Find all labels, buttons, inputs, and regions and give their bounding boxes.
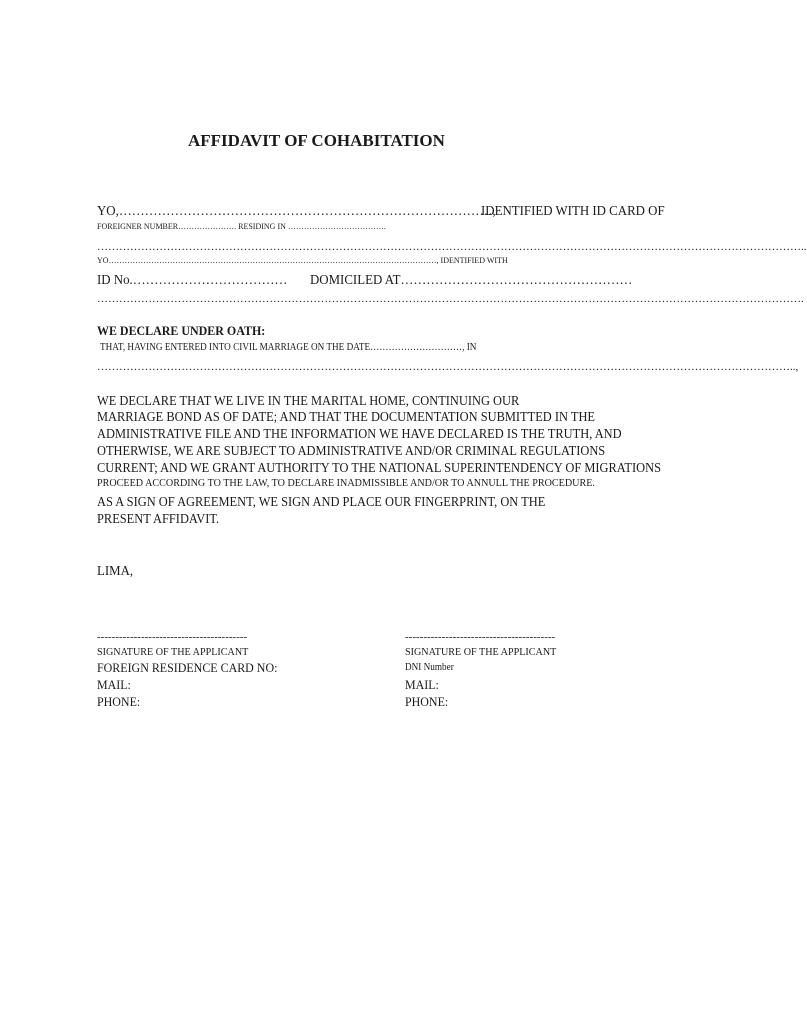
- marriage-date-field: THAT, HAVING ENTERED INTO CIVIL MARRIAGE ON THE DATE…………………………, IN: [100, 342, 477, 353]
- declaration-text-line: AS A SIGN OF AGREEMENT, WE SIGN AND PLACE OUR FINGERPRINT, ON THE: [97, 494, 546, 509]
- declaration-text-line: PRESENT AFFIDAVIT.: [97, 511, 220, 526]
- right-dni-field: DNI Number: [405, 662, 454, 673]
- id-number-field: ID No.………………………………: [97, 273, 288, 288]
- residence-address-field: …………………………………………………………………………………………………………………………………………………………………………..: [97, 241, 807, 253]
- domicile-field: DOMICILED AT………………………………………………: [310, 273, 633, 288]
- right-signature-label: SIGNATURE OF THE APPLICANT: [405, 646, 557, 658]
- document-title: AFFIDAVIT OF COHABITATION: [188, 131, 445, 150]
- declaration-text-line: PROCEED ACCORDING TO THE LAW, TO DECLARE INADMISSIBLE AND/OR TO ANNULL THE PROCEDURE.: [97, 477, 595, 489]
- left-phone-field: PHONE:: [97, 694, 141, 709]
- declaration-heading: WE DECLARE UNDER OATH:: [97, 323, 266, 338]
- left-signature-label: SIGNATURE OF THE APPLICANT: [97, 646, 249, 658]
- right-phone-field: PHONE:: [405, 694, 449, 709]
- declaration-text-line: OTHERWISE, WE ARE SUBJECT TO ADMINISTRATIVE AND/OR CRIMINAL REGULATIONS: [97, 443, 606, 458]
- foreigner-number-field: FOREIGNER NUMBER…………………. RESIDING IN ……………………………….: [97, 222, 386, 231]
- declaration-text-line: ADMINISTRATIVE FILE AND THE INFORMATION WE HAVE DECLARED IS THE TRUTH, AND: [97, 426, 622, 441]
- declaration-text-line: WE DECLARE THAT WE LIVE IN THE MARITAL HOME, CONTINUING OUR: [97, 393, 520, 408]
- marriage-place-field: ………………………………………………………………………………………………………………………………………………………………………..,: [97, 361, 799, 373]
- first-declarant-name-field: YO,……………………………………………………………………………,: [97, 204, 496, 219]
- right-signature-line: -----------------------------------------: [405, 631, 556, 643]
- left-signature-line: -----------------------------------------: [97, 631, 248, 643]
- left-mail-field: MAIL:: [97, 677, 131, 692]
- place-label: LIMA,: [97, 564, 134, 579]
- second-declarant-name-field: YO……………………………………………………………………………………………………………, IDENTIFIED WITH: [97, 256, 508, 265]
- domicile-address-field: ………………………………………………………………………………………………………………………………………………………………………….: [97, 293, 804, 305]
- left-residence-card-field: FOREIGN RESIDENCE CARD NO:: [97, 660, 278, 675]
- declaration-text-line: MARRIAGE BOND AS OF DATE; AND THAT THE DOCUMENTATION SUBMITTED IN THE: [97, 409, 596, 424]
- right-mail-field: MAIL:: [405, 677, 439, 692]
- declaration-text-line: CURRENT; AND WE GRANT AUTHORITY TO THE NATIONAL SUPERINTENDENCY OF MIGRATIONS: [97, 460, 661, 475]
- id-card-label: IDENTIFIED WITH ID CARD OF: [481, 204, 665, 219]
